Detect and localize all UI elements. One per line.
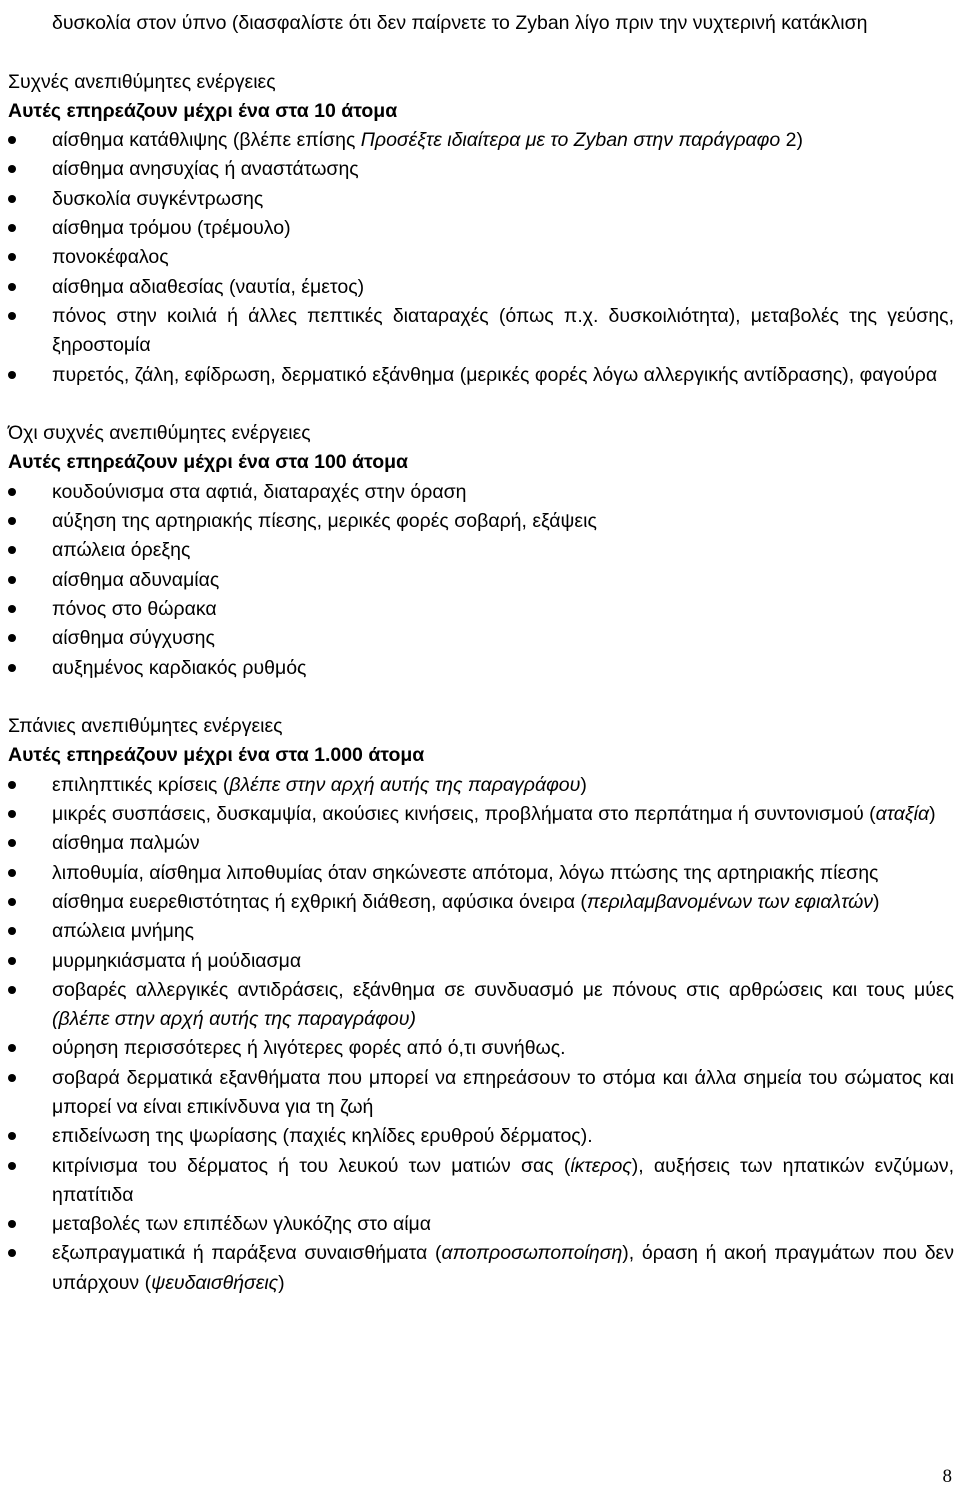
list-item <box>8 1210 954 1239</box>
italic-text: περιλαμβανομένων των εφιαλτών <box>586 890 874 913</box>
list-item <box>8 1064 954 1123</box>
list-item-text: ) <box>580 773 587 796</box>
bullet-icon <box>8 488 16 496</box>
bullet-icon <box>8 1249 16 1257</box>
italic-text: αποπροσωποποίηση <box>441 1242 623 1265</box>
section-heading <box>8 419 954 478</box>
list-item-text: ) <box>278 1271 285 1294</box>
bullet-icon <box>8 253 16 261</box>
bullet-icon <box>8 165 16 173</box>
list-item-text: αίσθημα σύγχυσης <box>52 627 215 650</box>
section-subtitle: Αυτές επηρεάζουν μέχρι ένα στα 100 άτομα <box>8 451 409 474</box>
list-item <box>8 185 954 214</box>
list-item <box>8 243 954 272</box>
list-item <box>8 1122 954 1151</box>
section-title: Σπάνιες ανεπιθύμητες ενέργειες <box>8 715 283 738</box>
bullet-icon <box>8 1132 16 1140</box>
list-item-text: επιδείνωση της ψωρίασης (παχιές κηλίδες ερυθρού δέρματος). <box>52 1125 593 1148</box>
bullet-icon <box>8 1044 16 1052</box>
bullet-icon <box>8 898 16 906</box>
section-heading <box>8 68 954 127</box>
list-item-text: ) <box>873 890 880 913</box>
list-item-text: κουδούνισμα στα αφτιά, διαταραχές στην όραση <box>52 480 467 503</box>
bullet-icon <box>8 634 16 642</box>
list-item-text: αίσθημα ανησυχίας ή αναστάτωσης <box>52 158 359 181</box>
italic-text: ίκτερος <box>570 1154 632 1177</box>
list-item <box>8 917 954 946</box>
list-item-text: λιποθυμία, αίσθημα λιποθυμίας όταν σηκώνεστε απότομα, λόγω πτώσης της αρτηριακής πίεσης <box>52 861 879 884</box>
list-item <box>8 214 954 243</box>
section-title: Όχι συχνές ανεπιθύμητες ενέργειες <box>8 422 311 445</box>
bullet-icon <box>8 195 16 203</box>
list-item <box>8 1034 954 1063</box>
intro-fragment: δυσκολία στον ύπνο (διασφαλίστε ότι δεν παίρνετε το Zyban λίγο πριν την νυχτερινή κατάκλιση <box>52 12 868 34</box>
list-item-text: αίσθημα παλμών <box>52 832 200 855</box>
italic-text: αταξία <box>875 803 930 826</box>
bullet-icon <box>8 781 16 789</box>
list-item <box>8 888 954 917</box>
list-item-text: ), αυξήσεις των ηπατικών ενζύμων, ηπατίτιδα <box>52 1154 954 1206</box>
list-item <box>8 654 954 683</box>
list-item <box>8 126 954 155</box>
list-item <box>8 478 954 507</box>
list-item <box>8 507 954 536</box>
list-item <box>8 947 954 976</box>
list-item <box>8 1152 954 1211</box>
list-item-text: αυξημένος καρδιακός ρυθμός <box>52 656 307 679</box>
list-item-text: σοβαρές αλλεργικές αντιδράσεις, εξάνθημα σε συνδυασμό με πόνους στις αρθρώσεις και τους μύες <box>52 978 954 1001</box>
section-subtitle: Αυτές επηρεάζουν μέχρι ένα στα 1.000 άτομα <box>8 744 425 767</box>
list-item-text: σοβαρά δερματικά εξανθήματα που μπορεί να επηρεάσουν το στόμα και άλλα σημεία του σώματος και μπορεί να είναι επικίνδυνα για τη ζωή <box>52 1066 954 1118</box>
list-item-text: απώλεια όρεξης <box>52 539 191 562</box>
italic-text: Προσέξτε ιδιαίτερα με το Zyban <box>360 129 628 152</box>
list-item-text: μικρές συσπάσεις, δυσκαμψία, ακούσιες κινήσεις, προβλήματα στο περπάτημα ή συντονισμού ( <box>52 803 876 826</box>
bullet-icon <box>8 224 16 232</box>
bullet-icon <box>8 957 16 965</box>
list-item-text: ) <box>929 803 936 826</box>
list-item-text: αύξηση της αρτηριακής πίεσης, μερικές φορές σοβαρή, εξάψεις <box>52 510 597 533</box>
side-effects-list <box>8 478 954 683</box>
bullet-icon <box>8 1162 16 1170</box>
list-item <box>8 624 954 653</box>
list-item-text: αίσθημα αδυναμίας <box>52 568 220 591</box>
list-item <box>8 595 954 624</box>
section-heading <box>8 712 954 771</box>
list-item <box>8 859 954 888</box>
list-item-text: αίσθημα τρόμου (τρέμουλο) <box>52 217 291 240</box>
bullet-icon <box>8 986 16 994</box>
list-item-text: απώλεια μνήμης <box>52 920 195 943</box>
list-item-text: πυρετός, ζάλη, εφίδρωση, δερματικό εξάνθημα (μερικές φορές λόγω αλλεργικής αντίδρασης), φαγούρα <box>52 363 938 386</box>
list-item <box>8 361 954 390</box>
list-item-text: ), όραση ή ακοή πραγμάτων που δεν υπάρχουν ( <box>52 1242 954 1294</box>
italic-text: στην παράγραφο <box>633 129 781 152</box>
section-title: Συχνές ανεπιθύμητες ενέργειες <box>8 70 276 93</box>
list-item-text: δυσκολία συγκέντρωσης <box>52 187 264 210</box>
bullet-icon <box>8 312 16 320</box>
list-item <box>8 302 954 361</box>
list-item-text: 2) <box>780 129 803 152</box>
list-item <box>8 155 954 184</box>
bullet-icon <box>8 517 16 525</box>
list-item <box>8 1239 954 1298</box>
list-item-text: μεταβολές των επιπέδων γλυκόζης στο αίμα <box>52 1213 432 1236</box>
list-item-text: αίσθημα ευερεθιστότητας ή εχθρική διάθεση, αφύσικα όνειρα ( <box>52 890 587 913</box>
list-item <box>8 536 954 565</box>
list-item-text: ούρηση περισσότερες ή λιγότερες φορές από ό,τι συνήθως. <box>52 1037 566 1060</box>
bullet-icon <box>8 283 16 291</box>
bullet-icon <box>8 136 16 144</box>
list-item <box>8 273 954 302</box>
bullet-icon <box>8 576 16 584</box>
bullet-icon <box>8 371 16 379</box>
list-item-text: πονοκέφαλος <box>52 246 169 269</box>
bullet-icon <box>8 664 16 672</box>
list-item-text: εξωπραγματικά ή παράξενα συναισθήματα ( <box>52 1242 442 1265</box>
sections-container <box>8 38 954 1298</box>
italic-text: βλέπε στην αρχή αυτής της παραγράφου <box>229 773 581 796</box>
list-item-text: αίσθημα αδιαθεσίας (ναυτία, έμετος) <box>52 275 365 298</box>
list-item-text: αίσθημα κατάθλιψης (βλέπε επίσης <box>52 129 361 152</box>
list-item <box>8 566 954 595</box>
bullet-icon <box>8 1074 16 1082</box>
bullet-icon <box>8 546 16 554</box>
list-item-text: πόνος στο θώρακα <box>52 597 217 620</box>
section-spacer <box>8 390 954 419</box>
bullet-icon <box>8 869 16 877</box>
list-item-text: επιληπτικές κρίσεις ( <box>52 773 230 796</box>
section-spacer <box>8 683 954 712</box>
bullet-icon <box>8 839 16 847</box>
list-item-text: πόνος στην κοιλιά ή άλλες πεπτικές διαταραχές (όπως π.χ. δυσκοιλιότητα), μεταβολές της γεύσης, ξηροστομία <box>52 304 954 357</box>
bullet-icon <box>8 605 16 613</box>
italic-text: ψευδαισθήσεις <box>151 1271 279 1294</box>
section-subtitle: Αυτές επηρεάζουν μέχρι ένα στα 10 άτομα <box>8 99 398 122</box>
document-page <box>8 9 954 1298</box>
list-item-text: κιτρίνισμα του δέρματος ή του λευκού των ματιών σας ( <box>52 1154 571 1177</box>
list-item-text: μυρμηκιάσματα ή μούδιασμα <box>52 949 302 972</box>
side-effects-list <box>8 771 954 1298</box>
italic-text: (βλέπε στην αρχή αυτής της παραγράφου) <box>52 1008 416 1031</box>
bullet-icon <box>8 1220 16 1228</box>
side-effects-list <box>8 126 954 390</box>
bullet-icon <box>8 810 16 818</box>
list-item <box>8 829 954 858</box>
bullet-icon <box>8 927 16 935</box>
page-number: 8 <box>942 1466 952 1487</box>
list-item <box>8 771 954 800</box>
list-item <box>8 800 954 829</box>
section-spacer <box>8 38 954 67</box>
list-item <box>8 976 954 1035</box>
